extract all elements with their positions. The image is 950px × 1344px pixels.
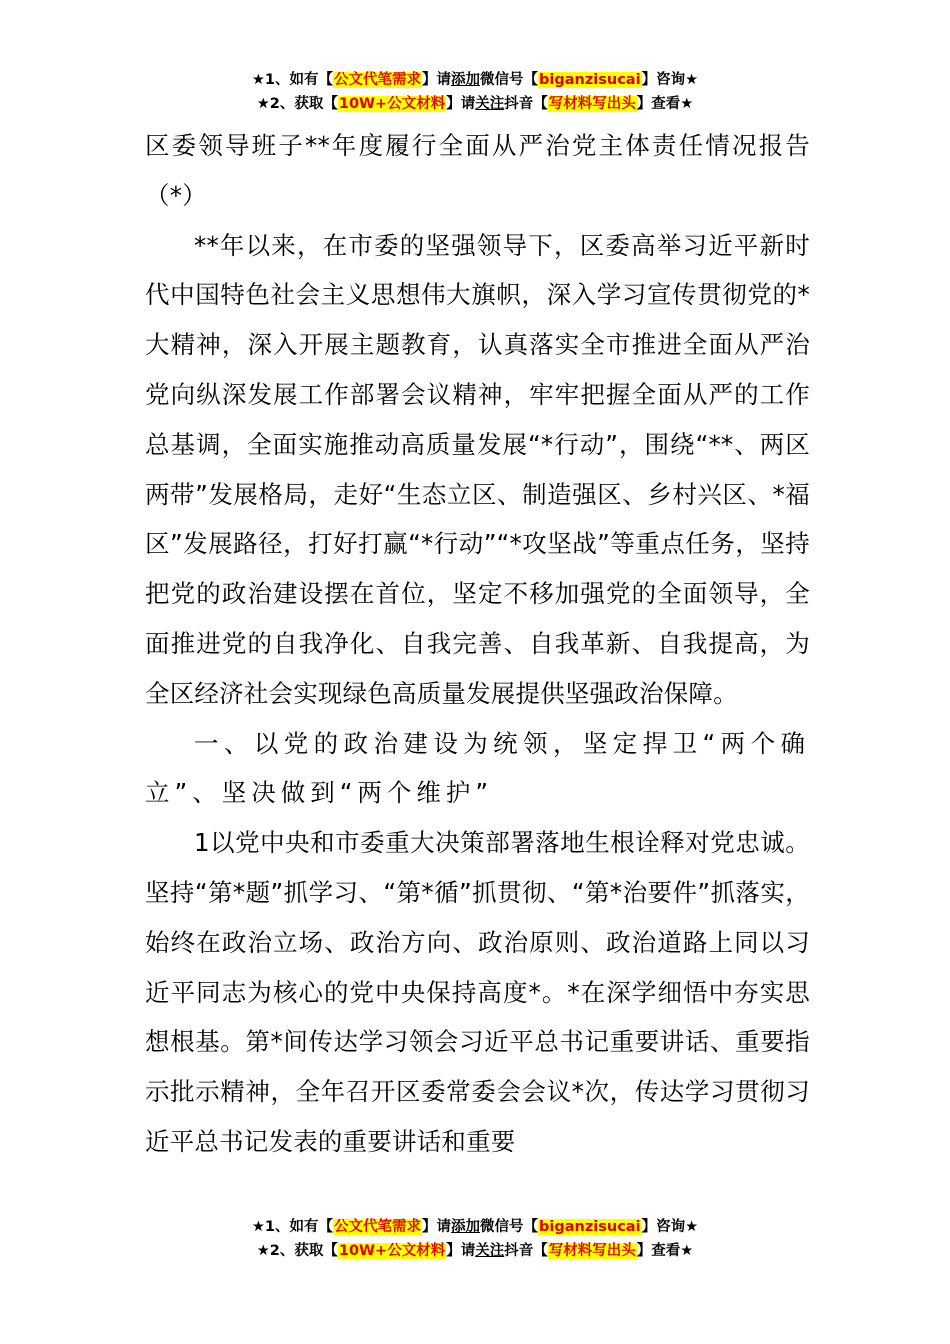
promo-line-1: ★1、如有【公文代笔需求】请添加微信号【biganzisucai】咨询★ (251, 72, 699, 88)
highlight-materials: 10W+公文材料 (338, 96, 446, 112)
star-icon: ★ (680, 1243, 694, 1259)
star-icon: ★ (256, 1243, 270, 1259)
document-title: 区委领导班子**年度履行全面从严治党主体责任情况报告（*） (145, 131, 810, 210)
highlight-douyin: 写材料写出头 (548, 1243, 636, 1259)
promo-line-2: ★2、获取【10W+公文材料】请关注抖音【写材料写出头】查看★ (256, 96, 694, 112)
section-1-paragraph-1: 1以党中央和市委重大决策部署落地生根诠释对党忠诚。坚持“第*题”抓学习、“第*循”抓贯彻、“第*治要件”抓落实，始终在政治立场、政治方向、政治原则、政治道路上同以习近平同志为核心的党中央保持高度*。*在深学细悟中夯实思想根基。第*间传达学习领会习近平总书记重要讲话、重要指示批示精神，全年召开区委常委会会议*次，传达学习贯彻习近平总书记发表的重要讲话和重要 (145, 828, 810, 1156)
section-1-heading: 一、以党的政治建设为统领，坚定捍卫“两个确立”、坚决做到“两个维护” (145, 728, 810, 808)
star-icon: ★ (685, 72, 699, 88)
star-icon: ★ (251, 72, 265, 88)
promo-banner-top (0, 68, 950, 116)
promo-line-1: ★1、如有【公文代笔需求】请添加微信号【biganzisucai】咨询★ (251, 1219, 699, 1235)
promo-banner-bottom (0, 1215, 950, 1263)
star-icon: ★ (685, 1219, 699, 1235)
document-body (145, 121, 810, 1167)
highlight-douyin: 写材料写出头 (548, 96, 636, 112)
highlight-materials: 10W+公文材料 (338, 1243, 446, 1259)
highlight-service: 公文代笔需求 (334, 72, 422, 88)
intro-paragraph: **年以来，在市委的坚强领导下，区委高举习近平新时代中国特色社会主义思想伟大旗帜，深入学习宣传贯彻党的*大精神，深入开展主题教育，认真落实全市推进全面从严治党向纵深发展工作部署会议精神，牢牢把握全面从严的工作总基调，全面实施推动高质量发展“*行动”，围绕“**、两区两带”发展格局，走好“生态立区、制造强区、乡村兴区、*福区”发展路径，打好打赢“*行动”“*攻坚战”等重点任务，坚持把党的政治建设摆在首位，坚定不移加强党的全面领导，全面推进党的自我净化、自我完善、自我革新、自我提高，为全区经济社会实现绿色高质量发展提供坚强政治保障。 (145, 230, 810, 708)
star-icon: ★ (251, 1219, 265, 1235)
star-icon: ★ (680, 96, 694, 112)
highlight-wechat-id: biganzisucai (539, 72, 641, 88)
promo-line-2: ★2、获取【10W+公文材料】请关注抖音【写材料写出头】查看★ (256, 1243, 694, 1259)
highlight-wechat-id: biganzisucai (539, 1219, 641, 1235)
highlight-service: 公文代笔需求 (334, 1219, 422, 1235)
star-icon: ★ (256, 96, 270, 112)
